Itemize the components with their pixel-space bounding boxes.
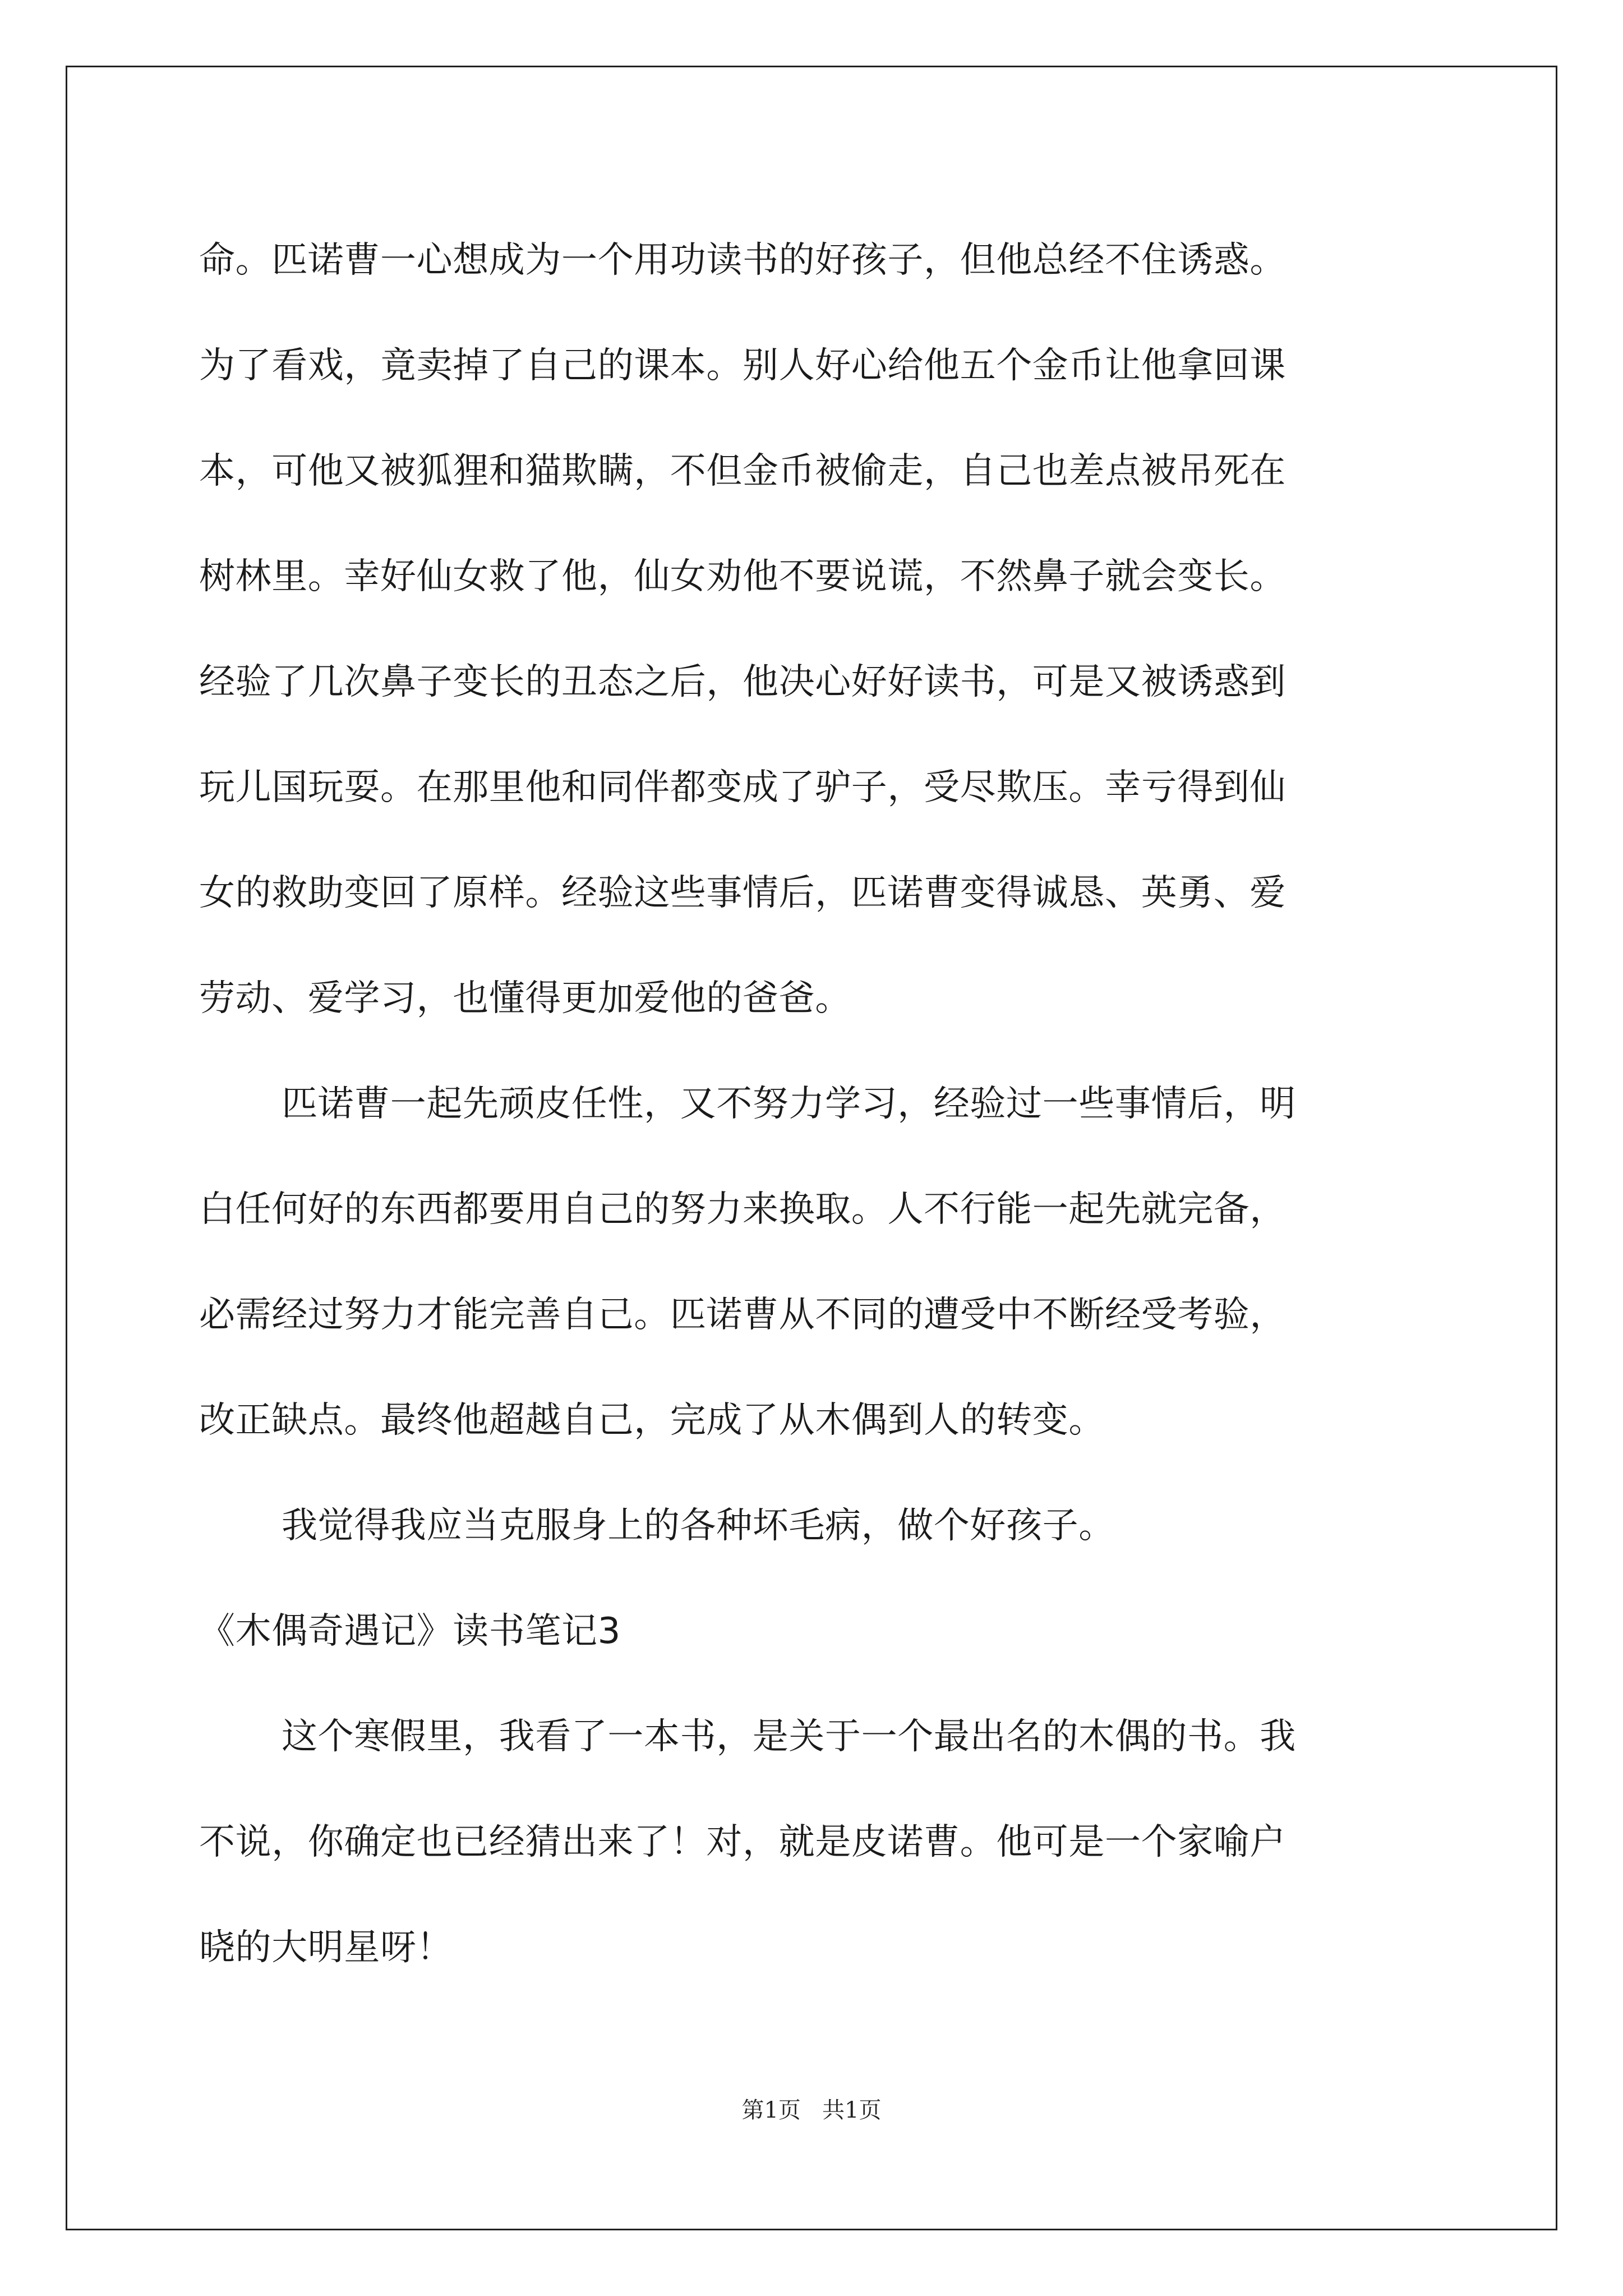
- text-line: 为了看戏，竟卖掉了自己的课本。别人好心给他五个金币让他拿回课: [199, 345, 1286, 386]
- document-body: [199, 208, 1427, 2000]
- text-line: 改正缺点。最终他超越自己，完成了从木偶到人的转变。: [199, 1400, 1105, 1441]
- text-line: 劳动、爱学习，也懂得更加爱他的爸爸。: [199, 978, 851, 1019]
- text-line: 本，可他又被狐狸和猫欺瞒，不但金币被偷走，自己也差点被吊死在: [199, 450, 1286, 492]
- page-footer: 第1页 共1页: [741, 2097, 882, 2123]
- text-line: 经验了几次鼻子变长的丑态之后，他决心好好读书，可是又被诱惑到: [199, 661, 1286, 703]
- text-line: 玩儿国玩耍。在那里他和同伴都变成了驴子，受尽欺压。幸亏得到仙: [199, 767, 1286, 808]
- text-line: 命。匹诺曹一心想成为一个用功读书的好孩子，但他总经不住诱惑。: [199, 240, 1286, 281]
- paragraph-start-line: 我觉得我应当克服身上的各种坏毛病，做个好孩子。: [282, 1505, 1115, 1547]
- text-line: 晓的大明星呀！: [199, 1927, 453, 1968]
- text-line: 女的救助变回了原样。经验这些事情后，匹诺曹变得诚恳、英勇、爱: [199, 872, 1286, 914]
- paragraph-start-line: 匹诺曹一起先顽皮任性，又不努力学习，经验过一些事情后，明: [282, 1083, 1296, 1125]
- text-line: 不说，你确定也已经猜出来了！对，就是皮诺曹。他可是一个家喻户: [199, 1821, 1286, 1863]
- section-heading: 《木偶奇遇记》读书笔记3: [199, 1611, 621, 1652]
- text-line: 树林里。幸好仙女救了他，仙女劝他不要说谎，不然鼻子就会变长。: [199, 556, 1286, 597]
- text-line: 必需经过努力才能完善自己。匹诺曹从不同的遭受中不断经受考验，: [199, 1294, 1286, 1336]
- text-line: 白任何好的东西都要用自己的努力来换取。人不行能一起先就完备，: [199, 1189, 1286, 1230]
- paragraph-start-line: 这个寒假里，我看了一本书，是关于一个最出名的木偶的书。我: [282, 1716, 1296, 1757]
